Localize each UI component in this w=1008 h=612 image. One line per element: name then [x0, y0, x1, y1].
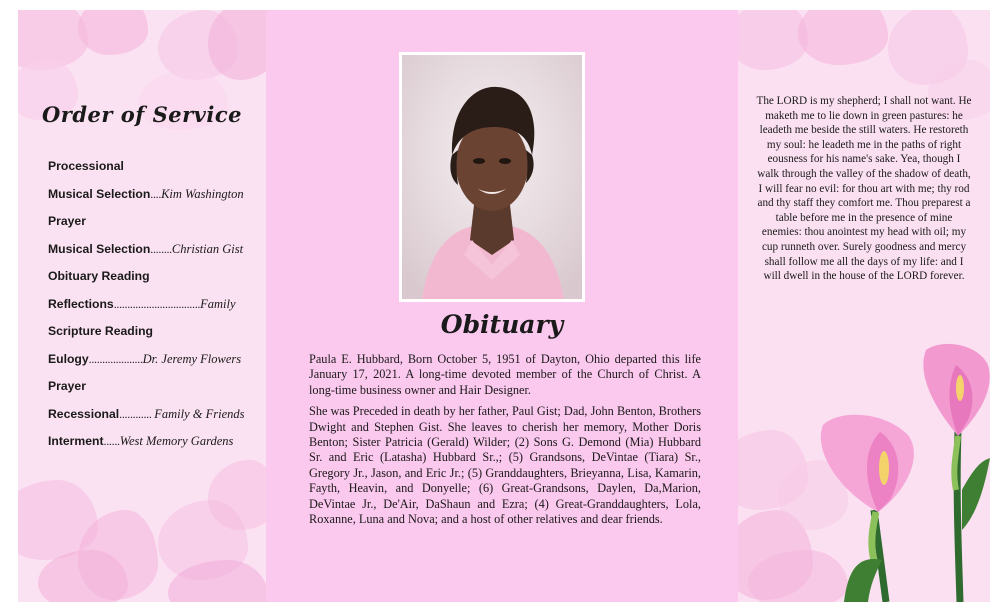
- portrait-photo-frame: [399, 52, 585, 302]
- service-item-processional: Processional: [48, 159, 124, 173]
- service-item-obituary-reading: Obituary Reading: [48, 269, 150, 283]
- psalm-23-text: The LORD is my shepherd; I shall not want. He maketh me to lie down in green pastures: he leadeth me beside the still waters. He restoreth my soul: he leadeth me in the paths of right eousness for his name's sake. Yea, though I walk through the valley of the shadow of death, I will fear no evil: for thou art with me; thy rod and thy staff they comfort me. Thou preparest a table before me in the presence of mine enemies: thou anointest my head with oil; my cup runneth over. Surely goodness and mercy shall follow me all the days of my life: and I will dwell in the house of the LORD forever.: [756, 95, 972, 283]
- service-item-scripture-reading: Scripture Reading: [48, 324, 153, 338]
- order-of-service-title: Order of Service: [41, 102, 243, 127]
- service-item-reflections: Reflections................................Family: [48, 296, 236, 311]
- obituary-text: [309, 352, 701, 533]
- portrait-photo-icon: [402, 55, 582, 299]
- service-item-interment: Interment......West Memory Gardens: [48, 434, 234, 448]
- obituary-panel: [266, 10, 738, 602]
- service-item-prayer-2: Prayer: [48, 379, 86, 393]
- service-item-prayer-1: Prayer: [48, 214, 86, 228]
- service-list: [48, 156, 258, 459]
- obituary-paragraph-1: Paula E. Hubbard, Born October 5, 1951 of Dayton, Ohio departed this life January 17, 2021. A long-time devoted member of the Church of Christ. A long-time business owner and Hair Designer.: [309, 352, 701, 397]
- psalm-panel: [738, 10, 990, 602]
- calla-lily-flowers-icon: [808, 340, 990, 602]
- service-item-eulogy: Eulogy....................Dr. Jeremy Flowers: [48, 351, 242, 366]
- service-item-musical-selection-1: Musical Selection....Kim Washington: [48, 186, 244, 201]
- obituary-paragraph-2: She was Preceded in death by her father, Paul Gist; Dad, John Benton, Brothers Dwight and Stephen Gist. She leaves to cherish her memory, Mother Doris Benton; Sister Patricia (Gerald) Wilder; (2) Sons G. Demond (Mia) Hubbard Sr. and Eric (Latasha) Hubbard Sr.,; (5) Grandsons, DeVintae (Tiara) Sr., Gregory Jr., Jason, and Eric Jr.; (5) Granddaughters, Brieyanna, Lisa, Kamarin, Fayth, Heavin, and Donyelle; (6) Great-Grandsons, Daylen, Da,Marion, DeVintae Jr., De'Air, DaShaun and Ezra; (4) Great-Granddaughters, Lola, Roxanne, Luna and Nova; and a host of other relatives and dear friends.: [309, 404, 701, 527]
- obituary-title: Obituary: [440, 310, 564, 339]
- service-item-recessional: Recessional............ Family & Friends: [48, 406, 245, 421]
- service-item-musical-selection-2: Musical Selection........Christian Gist: [48, 241, 244, 256]
- funeral-program: [18, 10, 990, 602]
- order-of-service-panel: [18, 10, 266, 602]
